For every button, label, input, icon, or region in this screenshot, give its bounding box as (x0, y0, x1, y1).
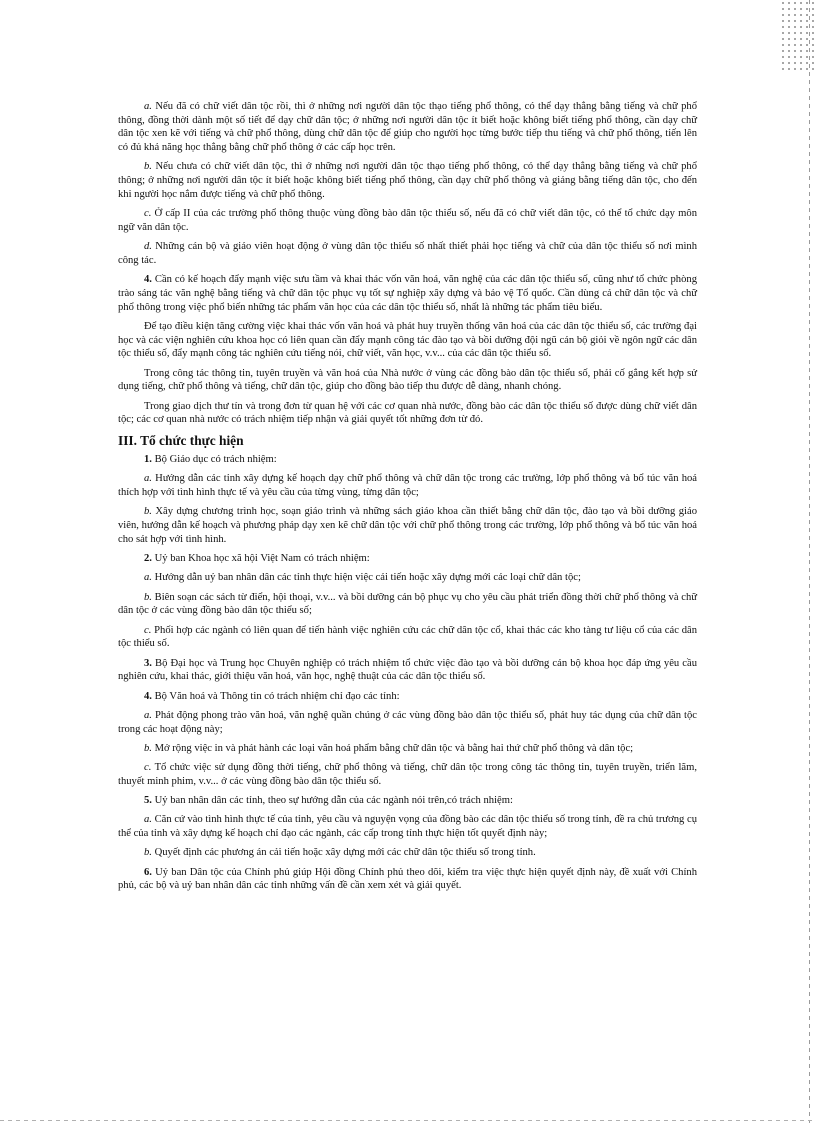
paragraph-number: 3. (144, 657, 152, 669)
paragraph-text: Xây dựng chương trình học, soạn giáo trình và những sách giáo khoa cần thiết bằng chữ dân tộc, đào tạo và bồi dưỡng giáo viên, hướng dẫn kế hoạch và phương pháp dạy xen kẽ chữ dân tộc với chữ phổ thông trong các trường, lớp phổ thông và bổ túc văn hoá cho sát hợp với tình hình. (118, 506, 697, 545)
paragraph (118, 813, 697, 840)
paragraph-label: b. (144, 591, 152, 603)
paragraph-text: Uỷ ban Khoa học xã hội Việt Nam có trách nhiệm: (151, 552, 370, 564)
paragraph-text: Cần có kế hoạch đẩy mạnh việc sưu tầm và khai thác vốn văn hoá, văn nghệ của các dân tộc thiểu số, cũng như tổ chức phòng trào sáng tác văn nghệ bằng tiếng và chữ dân tộc phục vụ tốt sự nghiệp xây dựng và bảo vệ Tổ quốc. Cần dùng cả chữ dân tộc và chữ phổ thông trong việc phổ biến những tác phẩm văn học của các dân tộc thiểu số, nhất là những tác phẩm tiêu biểu. (118, 274, 697, 313)
paragraph-label: d. (144, 241, 152, 253)
paragraph-label: b. (144, 847, 152, 859)
paragraph-label: c. (144, 624, 152, 636)
implementation-section (118, 453, 697, 893)
paragraph-text: Bộ Văn hoá và Thông tin có trách nhiệm chỉ đạo các tỉnh: (151, 690, 400, 702)
paragraph (118, 273, 697, 314)
paragraph-text: Phát động phong trào văn hoá, văn nghệ quần chúng ở các vùng đồng bào dân tộc thiểu số, phát huy tác dụng của chữ dân tộc trong các hoạt động này; (118, 709, 697, 735)
section-heading: III. Tổ chức thực hiện (118, 432, 244, 448)
paragraph-text: Nếu chưa có chữ viết dân tộc, thì ở những nơi người dân tộc thạo tiếng phổ thông, có thể dạy thẳng bằng tiếng và chữ phổ thông; ở những nơi người dân tộc ít biết hoặc không biết tiếng phổ thông, cần dạy chữ phổ thông và giảng bằng tiếng dân tộc, cho đến khi người học nắm được tiếng và chữ phổ thông. (118, 161, 697, 200)
paragraph-label: c. (144, 762, 152, 774)
paragraph (118, 866, 697, 893)
paragraph-number: 4. (144, 690, 152, 702)
paragraph (118, 367, 697, 394)
paragraph-text: Quyết định các phương án cải tiến hoặc xây dựng mới các chữ dân tộc thiểu số trong tỉnh. (151, 847, 536, 859)
page-edge-dots (809, 0, 810, 1123)
paragraph-text: Nếu đã có chữ viết dân tộc rồi, thì ở những nơi người dân tộc thạo tiếng phổ thông, có thể dạy thẳng bằng tiếng và chữ phổ thông, đồng thời dành một số tiết để dạy chữ dân tộc; ở những nơi người dân tộc ít biết hoặc không biết tiếng phổ thông, cần dạy chữ dân tộc xen kẽ với tiếng và chữ phổ thông, dùng chữ dân tộc để giúp cho người học từng bước tiếp thu tiếng và chữ phổ thông, tiến lên có đủ khả năng học thẳng bằng chữ phổ thông ở các cấp học trên. (118, 101, 697, 154)
page-bottom-dots (0, 1120, 816, 1121)
paragraph-label: b. (144, 161, 152, 173)
paragraph-text: Bộ Giáo dục có trách nhiệm: (151, 453, 277, 465)
paragraph-text: Uỷ ban Dân tộc của Chính phủ giúp Hội đồng Chính phủ theo dõi, kiểm tra việc thực hiện quyết định này, đề xuất với Chính phủ, các bộ và uỷ ban nhân dân các tỉnh những vấn đề cần xem xét và giải quyết. (118, 866, 697, 892)
paragraph (118, 709, 697, 736)
paragraph-label: a. (144, 814, 152, 826)
paragraph-label: a. (144, 101, 152, 112)
paragraph-text: Hướng dẫn các tỉnh xây dựng kế hoạch dạy chữ phổ thông và chữ dân tộc trong các trường, lớp phổ thông và bổ túc văn hoá thích hợp với tình hình thực tế và yêu cầu của từng vùng, từng dân tộc; (118, 473, 697, 498)
paragraph-text: Biên soạn các sách từ điển, hội thoại, v.v... và bồi dưỡng cán bộ phục vụ cho yêu cầu phát triển đồng thời chữ phổ thông và chữ dân tộc ở các vùng đồng bào dân tộc thiểu số; (118, 591, 697, 617)
paragraph-number: 5. (144, 795, 152, 807)
paragraph-text: Những cán bộ và giáo viên hoạt động ở vùng dân tộc thiểu số nhất thiết phải học tiếng và chữ của dân tộc thiểu số nơi mình công tác. (118, 241, 697, 266)
paragraph-number: 6. (144, 866, 152, 878)
paragraph (118, 207, 697, 234)
paragraph (118, 690, 697, 704)
paragraph-label: a. (144, 709, 152, 721)
paragraph-text: Ở cấp II của các trường phổ thông thuộc vùng đồng bào dân tộc thiểu số, nếu đã có chữ viết dân tộc, có thể tổ chức dạy môn ngữ văn dân tộc. (118, 208, 697, 233)
paragraph-text: Hướng dẫn uỷ ban nhân dân các tỉnh thực hiện việc cải tiến hoặc xây dựng mới các loại chữ dân tộc; (151, 572, 581, 584)
paragraph-text: Phối hợp các ngành có liên quan để tiến hành việc nghiên cứu các chữ dân tộc cổ, khai thác các kho tàng tư liệu cổ của các dân tộc thiểu số. (118, 624, 697, 650)
paragraph (118, 160, 697, 201)
paragraph (118, 100, 697, 155)
paragraph-label: b. (144, 506, 152, 518)
paragraph (118, 846, 697, 860)
paragraph (118, 761, 697, 788)
paragraph (118, 552, 697, 566)
paragraph (118, 472, 697, 499)
paragraph-label: b. (144, 742, 152, 754)
paragraph-text: Tổ chức việc sử dụng đồng thời tiếng, chữ phổ thông và tiếng, chữ dân tộc trong công tác thông tin, tuyên truyền, triển lãm, thuyết minh phim, v.v... ở các vùng đồng bào dân tộc thiểu số. (118, 762, 697, 787)
paragraph (118, 624, 697, 651)
paragraph-text: Trong giao dịch thư tín và trong đơn từ quan hệ với các cơ quan nhà nước, đồng bào các dân tộc thiểu số được dùng chữ viết dân tộc; các cơ quan nhà nước có trách nhiệm tiếp nhận và giải quyết tốt những đơn từ đó. (118, 400, 697, 426)
paragraph-text: Căn cứ vào tình hình thực tế của tỉnh, yêu cầu và nguyện vọng của đồng bào các dân tộc thiểu số trong tỉnh, đề ra chủ trương cụ thể của tỉnh và xây dựng kế hoạch chỉ đạo các ngành, các cấp trong tỉnh thực hiện tốt quyết định này; (118, 814, 697, 840)
intro-section (118, 100, 697, 427)
paragraph-text: Mở rộng việc in và phát hành các loại văn hoá phẩm bằng chữ dân tộc và bằng hai thứ chữ phổ thông và dân tộc; (151, 742, 634, 754)
paragraph (118, 505, 697, 546)
paragraph (118, 591, 697, 618)
paragraph-number: 1. (144, 453, 152, 465)
paragraph-number: 2. (144, 552, 152, 564)
paragraph-number: 4. (144, 274, 152, 286)
paragraph (118, 320, 697, 361)
paragraph (118, 794, 697, 808)
paragraph (118, 742, 697, 756)
paragraph-label: c. (144, 208, 152, 220)
scan-corner-mark (780, 0, 816, 70)
paragraph-text: Uỷ ban nhân dân các tỉnh, theo sự hướng dẫn của các ngành nói trên,có trách nhiệm: (151, 795, 513, 807)
paragraph (118, 657, 697, 684)
paragraph (118, 571, 697, 585)
paragraph-text: Bộ Đại học và Trung học Chuyên nghiệp có trách nhiệm tổ chức việc đào tạo và bồi dưỡng cán bộ khoa học đáp ứng yêu cầu nghiên cứu, khai thác, giới thiệu văn hoá, văn học, nghệ thuật của các dân tộc thiểu số. (118, 657, 697, 683)
paragraph (118, 400, 697, 427)
paragraph (118, 240, 697, 267)
paragraph-label: a. (144, 572, 152, 584)
document-page (118, 100, 697, 899)
paragraph (118, 453, 697, 467)
paragraph-text: Trong công tác thông tin, tuyên truyền và văn hoá của Nhà nước ở vùng các đồng bào dân tộc thiểu số, phải cố gắng kết hợp sử dụng tiếng, chữ phổ thông và tiếng, chữ dân tộc, giúp cho đồng bào tiếp thu được dễ dàng, nhanh chóng. (118, 367, 697, 393)
paragraph-label: a. (144, 473, 152, 485)
paragraph-text: Để tạo điều kiện tăng cường việc khai thác vốn văn hoá và phát huy truyền thống văn hoá của các dân tộc thiểu số, các trường đại học và các viện nghiên cứu khoa học có liên quan cần đẩy mạnh công tác đào tạo và bồi dưỡng đội ngũ cán bộ giỏi về ngôn ngữ các dân tộc thiểu số, đẩy mạnh công tác nghiên cứu tiếng nói, chữ viết, văn học, v.v... của các dân tộc thiểu số. (118, 320, 697, 360)
